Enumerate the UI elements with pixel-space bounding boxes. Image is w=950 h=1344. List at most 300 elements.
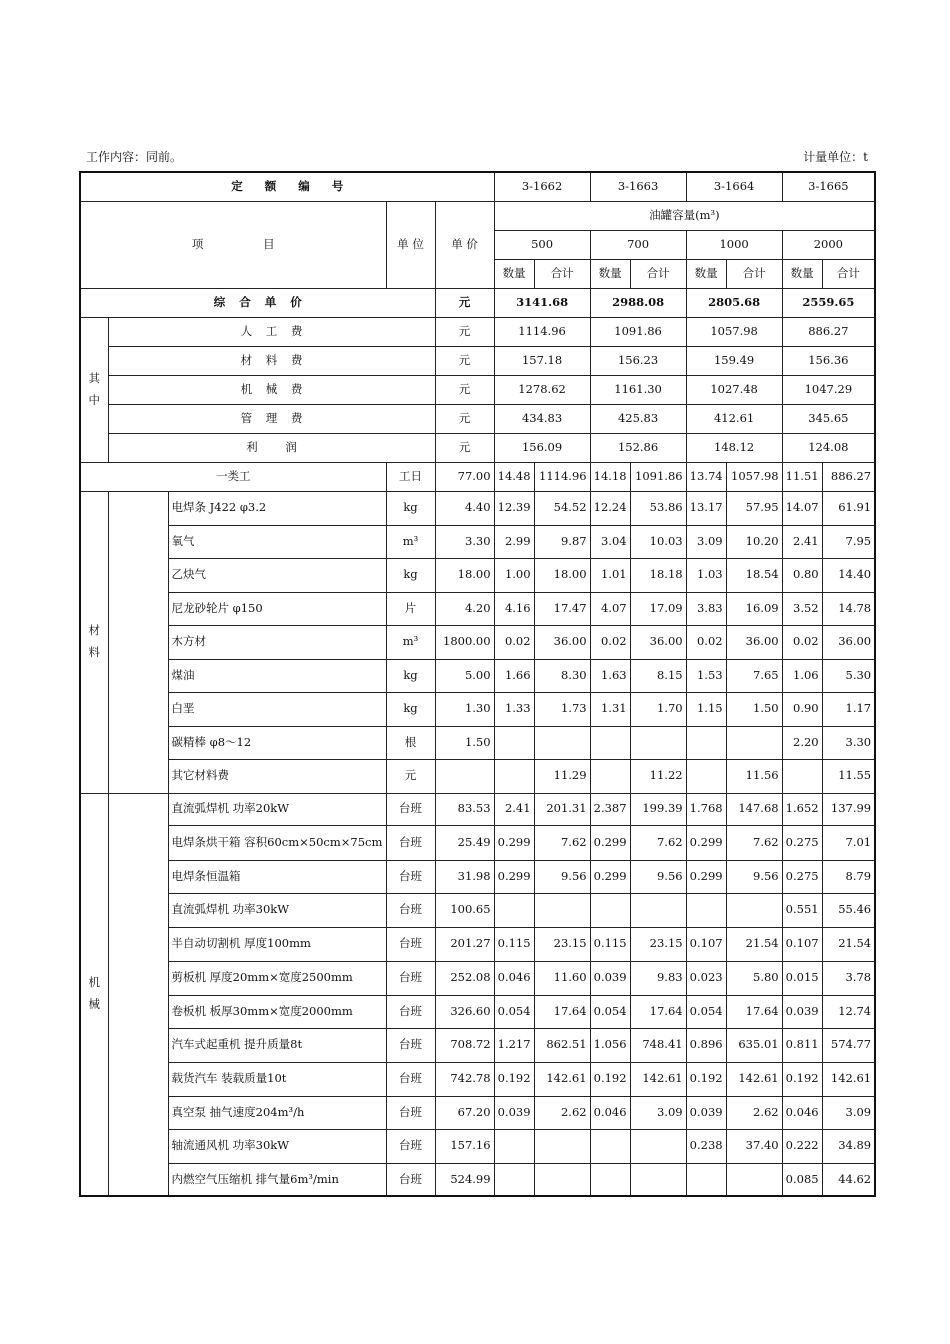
machine-price: 67.20 [435, 1096, 494, 1129]
machine-name: 汽车式起重机 提升质量8t [168, 1028, 386, 1062]
machine-sum: 17.64 [534, 995, 590, 1028]
material-qty: 2.41 [782, 525, 822, 558]
machine-sum: 142.61 [534, 1062, 590, 1096]
machine-unit: 台班 [386, 961, 435, 995]
material-sum: 11.29 [534, 759, 590, 793]
breakdown-value: 157.18 [494, 346, 590, 375]
material-unit: m³ [386, 525, 435, 558]
machine-qty: 0.039 [686, 1096, 726, 1129]
breakdown-label: 利 润 [108, 433, 435, 462]
material-sum: 1.17 [822, 692, 875, 726]
material-price: 5.00 [435, 659, 494, 692]
capacity-label: 700 [590, 230, 686, 259]
machine-sum: 23.15 [630, 927, 686, 961]
material-sum: 1.50 [726, 692, 782, 726]
material-qty: 0.02 [686, 625, 726, 659]
breakdown-row [80, 375, 875, 404]
material-price [435, 759, 494, 793]
machine-price: 25.49 [435, 825, 494, 860]
machine-qty: 1.652 [782, 793, 822, 825]
machine-qty [686, 893, 726, 927]
breakdown-label: 管 理 费 [108, 404, 435, 433]
material-price: 4.20 [435, 592, 494, 625]
machine-name: 真空泵 抽气速度204m³/h [168, 1096, 386, 1129]
material-row [80, 692, 875, 726]
material-qty: 12.24 [590, 491, 630, 525]
breakdown-value: 1278.62 [494, 375, 590, 404]
machine-qty [494, 893, 534, 927]
material-name: 木方材 [168, 625, 386, 659]
breakdown-unit: 元 [435, 404, 494, 433]
material-qty: 4.16 [494, 592, 534, 625]
breakdown-value: 1057.98 [686, 317, 782, 346]
material-qty: 1.01 [590, 558, 630, 592]
material-sum: 17.47 [534, 592, 590, 625]
material-qty: 1.03 [686, 558, 726, 592]
machine-name: 卷板机 板厚30mm×宽度2000mm [168, 995, 386, 1028]
material-name: 电焊条 J422 φ3.2 [168, 491, 386, 525]
machine-sum [630, 1129, 686, 1163]
machine-price: 201.27 [435, 927, 494, 961]
material-qty: 3.09 [686, 525, 726, 558]
material-name: 其它材料费 [168, 759, 386, 793]
material-sum: 1.73 [534, 692, 590, 726]
material-sum: 16.09 [726, 592, 782, 625]
machine-unit: 台班 [386, 1062, 435, 1096]
machine-qty [686, 1163, 726, 1196]
machine-sum: 137.99 [822, 793, 875, 825]
material-price: 18.00 [435, 558, 494, 592]
machine-qty: 0.299 [686, 860, 726, 893]
material-sum [630, 726, 686, 759]
material-qty: 0.90 [782, 692, 822, 726]
machine-sum [726, 893, 782, 927]
machine-sum: 21.54 [726, 927, 782, 961]
breakdown-unit: 元 [435, 317, 494, 346]
work-content-note: 工作内容：同前。 [86, 150, 183, 164]
sum-header: 合计 [630, 259, 686, 288]
material-price: 4.40 [435, 491, 494, 525]
material-qty [590, 759, 630, 793]
machine-sum: 7.01 [822, 825, 875, 860]
breakdown-row [80, 317, 875, 346]
material-sum: 36.00 [822, 625, 875, 659]
material-unit: kg [386, 659, 435, 692]
material-name: 煤油 [168, 659, 386, 692]
machine-qty: 0.192 [590, 1062, 630, 1096]
material-sum: 54.52 [534, 491, 590, 525]
labor-qty: 11.51 [782, 462, 822, 491]
machine-price: 708.72 [435, 1028, 494, 1062]
machine-row [80, 793, 875, 825]
machine-sum: 9.83 [630, 961, 686, 995]
machine-qty: 0.811 [782, 1028, 822, 1062]
machine-sum [534, 1129, 590, 1163]
machine-sum: 142.61 [630, 1062, 686, 1096]
machine-unit: 台班 [386, 860, 435, 893]
machine-qty: 0.299 [494, 860, 534, 893]
qty-header: 数量 [590, 259, 630, 288]
sum-header: 合计 [534, 259, 590, 288]
material-qty: 1.15 [686, 692, 726, 726]
machine-qty: 0.107 [782, 927, 822, 961]
material-price: 1.30 [435, 692, 494, 726]
breakdown-value: 156.09 [494, 433, 590, 462]
machine-sum: 7.62 [726, 825, 782, 860]
machine-row [80, 961, 875, 995]
material-sum: 11.55 [822, 759, 875, 793]
material-name: 碳精棒 φ8～12 [168, 726, 386, 759]
capacity-label: 2000 [782, 230, 875, 259]
material-unit: 根 [386, 726, 435, 759]
breakdown-value: 159.49 [686, 346, 782, 375]
material-qty: 3.83 [686, 592, 726, 625]
material-qty: 0.80 [782, 558, 822, 592]
machine-sum: 17.64 [726, 995, 782, 1028]
machine-sum: 55.46 [822, 893, 875, 927]
machine-qty: 2.41 [494, 793, 534, 825]
machine-name: 半自动切割机 厚度100mm [168, 927, 386, 961]
breakdown-value: 124.08 [782, 433, 875, 462]
material-qty: 1.33 [494, 692, 534, 726]
material-subgroup-blank [108, 491, 168, 793]
labor-sum: 1114.96 [534, 462, 590, 491]
item-header: 项 目 [80, 201, 386, 288]
material-sum: 8.15 [630, 659, 686, 692]
machine-unit: 台班 [386, 927, 435, 961]
material-qty: 12.39 [494, 491, 534, 525]
machine-price: 83.53 [435, 793, 494, 825]
labor-price: 77.00 [435, 462, 494, 491]
material-row [80, 592, 875, 625]
machine-sum: 23.15 [534, 927, 590, 961]
machine-sum: 34.89 [822, 1129, 875, 1163]
machine-sum: 7.62 [630, 825, 686, 860]
material-price: 1.50 [435, 726, 494, 759]
machine-qty: 0.054 [494, 995, 534, 1028]
machine-qty: 0.115 [590, 927, 630, 961]
material-qty: 1.06 [782, 659, 822, 692]
machine-price: 100.65 [435, 893, 494, 927]
material-qty [494, 759, 534, 793]
machine-price: 157.16 [435, 1129, 494, 1163]
machine-sum: 199.39 [630, 793, 686, 825]
machine-row [80, 860, 875, 893]
breakdown-unit: 元 [435, 433, 494, 462]
material-sum: 7.95 [822, 525, 875, 558]
material-sum: 53.86 [630, 491, 686, 525]
material-qty: 1.63 [590, 659, 630, 692]
material-sum: 14.40 [822, 558, 875, 592]
machine-qty: 0.085 [782, 1163, 822, 1196]
machine-qty [590, 1163, 630, 1196]
machine-sum: 147.68 [726, 793, 782, 825]
material-sum: 18.00 [534, 558, 590, 592]
machine-name: 直流弧焊机 功率20kW [168, 793, 386, 825]
machine-price: 326.60 [435, 995, 494, 1028]
machine-qty: 0.015 [782, 961, 822, 995]
material-sum [726, 726, 782, 759]
breakdown-value: 152.86 [590, 433, 686, 462]
material-qty [494, 726, 534, 759]
machine-sum: 9.56 [630, 860, 686, 893]
machine-sum: 2.62 [726, 1096, 782, 1129]
material-row [80, 726, 875, 759]
material-qty [590, 726, 630, 759]
machine-qty: 1.056 [590, 1028, 630, 1062]
machine-sum: 17.64 [630, 995, 686, 1028]
machine-sum [534, 893, 590, 927]
machine-qty: 0.046 [782, 1096, 822, 1129]
labor-sum: 1091.86 [630, 462, 686, 491]
material-sum: 36.00 [630, 625, 686, 659]
machine-sum: 3.09 [822, 1096, 875, 1129]
machine-qty: 1.768 [686, 793, 726, 825]
machine-qty [590, 1129, 630, 1163]
machine-qty: 0.115 [494, 927, 534, 961]
material-unit: kg [386, 692, 435, 726]
total-price-label: 综 合 单 价 [80, 288, 435, 317]
machine-sum: 748.41 [630, 1028, 686, 1062]
quota-code: 3-1663 [590, 172, 686, 201]
material-row [80, 759, 875, 793]
machine-sum: 37.40 [726, 1129, 782, 1163]
material-sum: 7.65 [726, 659, 782, 692]
breakdown-value: 1047.29 [782, 375, 875, 404]
material-unit: 片 [386, 592, 435, 625]
qty-header: 数量 [494, 259, 534, 288]
machine-sum: 7.62 [534, 825, 590, 860]
machine-qty: 0.238 [686, 1129, 726, 1163]
material-qty: 14.07 [782, 491, 822, 525]
material-sum: 8.30 [534, 659, 590, 692]
machine-sum [534, 1163, 590, 1196]
material-sum: 36.00 [726, 625, 782, 659]
machine-name: 载货汽车 装载质量10t [168, 1062, 386, 1096]
material-sum: 11.56 [726, 759, 782, 793]
machine-price: 31.98 [435, 860, 494, 893]
qty-header: 数量 [782, 259, 822, 288]
machine-name: 内燃空气压缩机 排气量6m³/min [168, 1163, 386, 1196]
machine-qty: 0.054 [590, 995, 630, 1028]
labor-qty: 13.74 [686, 462, 726, 491]
quota-code: 3-1664 [686, 172, 782, 201]
material-price: 3.30 [435, 525, 494, 558]
capacity-label: 500 [494, 230, 590, 259]
material-name: 白垩 [168, 692, 386, 726]
machine-section-label: 机械 [80, 793, 108, 1196]
labor-label: 一类工 [80, 462, 386, 491]
machine-qty: 0.275 [782, 825, 822, 860]
machine-qty: 0.299 [686, 825, 726, 860]
machine-qty: 0.023 [686, 961, 726, 995]
labor-unit: 工日 [386, 462, 435, 491]
machine-qty: 0.192 [494, 1062, 534, 1096]
machine-qty: 0.299 [590, 825, 630, 860]
qty-header: 数量 [686, 259, 726, 288]
tank-capacity-header: 油罐容量(m³) [494, 201, 875, 230]
total-price-value: 2559.65 [782, 288, 875, 317]
unit-header: 单 位 [386, 201, 435, 288]
material-sum: 17.09 [630, 592, 686, 625]
breakdown-value: 1091.86 [590, 317, 686, 346]
breakdown-row [80, 404, 875, 433]
material-sum: 14.78 [822, 592, 875, 625]
labor-sum: 886.27 [822, 462, 875, 491]
quota-code: 3-1665 [782, 172, 875, 201]
breakdown-label: 材 料 费 [108, 346, 435, 375]
labor-row [80, 462, 875, 491]
breakdown-row [80, 346, 875, 375]
machine-unit: 台班 [386, 1163, 435, 1196]
total-price-row [80, 288, 875, 317]
machinery-section [80, 793, 875, 1196]
breakdown-value: 425.83 [590, 404, 686, 433]
machine-qty: 0.222 [782, 1129, 822, 1163]
breakdown-label: 人 工 费 [108, 317, 435, 346]
material-row [80, 625, 875, 659]
material-unit: 元 [386, 759, 435, 793]
labor-qty: 14.48 [494, 462, 534, 491]
machine-sum [630, 1163, 686, 1196]
machine-row [80, 893, 875, 927]
machine-sum: 3.09 [630, 1096, 686, 1129]
breakdown-value: 156.23 [590, 346, 686, 375]
machine-sum [630, 893, 686, 927]
breakdown-value: 886.27 [782, 317, 875, 346]
machine-unit: 台班 [386, 793, 435, 825]
labor-qty: 14.18 [590, 462, 630, 491]
material-sum [534, 726, 590, 759]
material-qty: 2.99 [494, 525, 534, 558]
breakdown-row [80, 433, 875, 462]
breakdown-unit: 元 [435, 375, 494, 404]
machine-unit: 台班 [386, 893, 435, 927]
machine-sum: 8.79 [822, 860, 875, 893]
machine-sum: 142.61 [726, 1062, 782, 1096]
quota-table [79, 171, 876, 1197]
quota-code-label: 定 额 编 号 [80, 172, 494, 201]
machine-row [80, 1028, 875, 1062]
quota-code-row [80, 172, 875, 201]
machine-sum: 11.60 [534, 961, 590, 995]
machine-qty: 0.107 [686, 927, 726, 961]
machine-price: 252.08 [435, 961, 494, 995]
machine-qty: 0.275 [782, 860, 822, 893]
machine-sum: 574.77 [822, 1028, 875, 1062]
material-name: 氧气 [168, 525, 386, 558]
machine-row [80, 1163, 875, 1196]
material-qty: 0.02 [782, 625, 822, 659]
material-unit: kg [386, 491, 435, 525]
machine-sum: 201.31 [534, 793, 590, 825]
material-qty [782, 759, 822, 793]
breakdown-value: 1161.30 [590, 375, 686, 404]
machine-qty [590, 893, 630, 927]
materials-section [80, 491, 875, 793]
machine-sum: 2.62 [534, 1096, 590, 1129]
breakdown-label: 机 械 费 [108, 375, 435, 404]
breakdown-unit: 元 [435, 346, 494, 375]
machine-sum: 12.74 [822, 995, 875, 1028]
machine-sum [726, 1163, 782, 1196]
material-qty: 0.02 [494, 625, 534, 659]
material-price: 1800.00 [435, 625, 494, 659]
machine-qty: 0.192 [686, 1062, 726, 1096]
measure-unit-note: 计量单位：t [803, 150, 868, 164]
material-section-label: 材料 [80, 491, 108, 793]
material-sum: 10.20 [726, 525, 782, 558]
machine-name: 轴流通风机 功率30kW [168, 1129, 386, 1163]
machine-price: 742.78 [435, 1062, 494, 1096]
material-qty [686, 726, 726, 759]
machine-qty: 0.054 [686, 995, 726, 1028]
machine-row [80, 1062, 875, 1096]
material-qty: 1.00 [494, 558, 534, 592]
material-sum: 61.91 [822, 491, 875, 525]
material-qty: 3.52 [782, 592, 822, 625]
machine-price: 524.99 [435, 1163, 494, 1196]
machine-row [80, 995, 875, 1028]
machine-qty: 0.046 [590, 1096, 630, 1129]
sum-header: 合计 [726, 259, 782, 288]
material-qty: 3.04 [590, 525, 630, 558]
material-row [80, 525, 875, 558]
machine-row [80, 1129, 875, 1163]
material-row [80, 491, 875, 525]
qizhong-label: 其中 [80, 317, 108, 462]
machine-sum: 862.51 [534, 1028, 590, 1062]
material-sum: 18.18 [630, 558, 686, 592]
material-sum: 9.87 [534, 525, 590, 558]
labor-sum: 1057.98 [726, 462, 782, 491]
machine-unit: 台班 [386, 995, 435, 1028]
total-price-unit: 元 [435, 288, 494, 317]
total-price-value: 2988.08 [590, 288, 686, 317]
material-sum: 57.95 [726, 491, 782, 525]
material-sum: 10.03 [630, 525, 686, 558]
total-price-value: 3141.68 [494, 288, 590, 317]
material-qty: 0.02 [590, 625, 630, 659]
material-sum: 36.00 [534, 625, 590, 659]
material-qty: 4.07 [590, 592, 630, 625]
breakdown-value: 148.12 [686, 433, 782, 462]
breakdown-value: 434.83 [494, 404, 590, 433]
machine-qty: 0.299 [494, 825, 534, 860]
machine-qty: 1.217 [494, 1028, 534, 1062]
machine-qty [494, 1163, 534, 1196]
machine-qty: 0.046 [494, 961, 534, 995]
machine-qty: 2.387 [590, 793, 630, 825]
material-sum: 11.22 [630, 759, 686, 793]
price-header: 单 价 [435, 201, 494, 288]
machine-qty: 0.299 [590, 860, 630, 893]
material-row [80, 659, 875, 692]
machine-row [80, 927, 875, 961]
material-qty: 1.31 [590, 692, 630, 726]
machine-sum: 142.61 [822, 1062, 875, 1096]
machine-sum: 9.56 [534, 860, 590, 893]
material-unit: kg [386, 558, 435, 592]
machine-row [80, 825, 875, 860]
machine-sum: 21.54 [822, 927, 875, 961]
breakdown-value: 412.61 [686, 404, 782, 433]
material-qty [686, 759, 726, 793]
material-sum: 1.70 [630, 692, 686, 726]
machine-qty [494, 1129, 534, 1163]
machine-qty: 0.896 [686, 1028, 726, 1062]
capacity-label: 1000 [686, 230, 782, 259]
